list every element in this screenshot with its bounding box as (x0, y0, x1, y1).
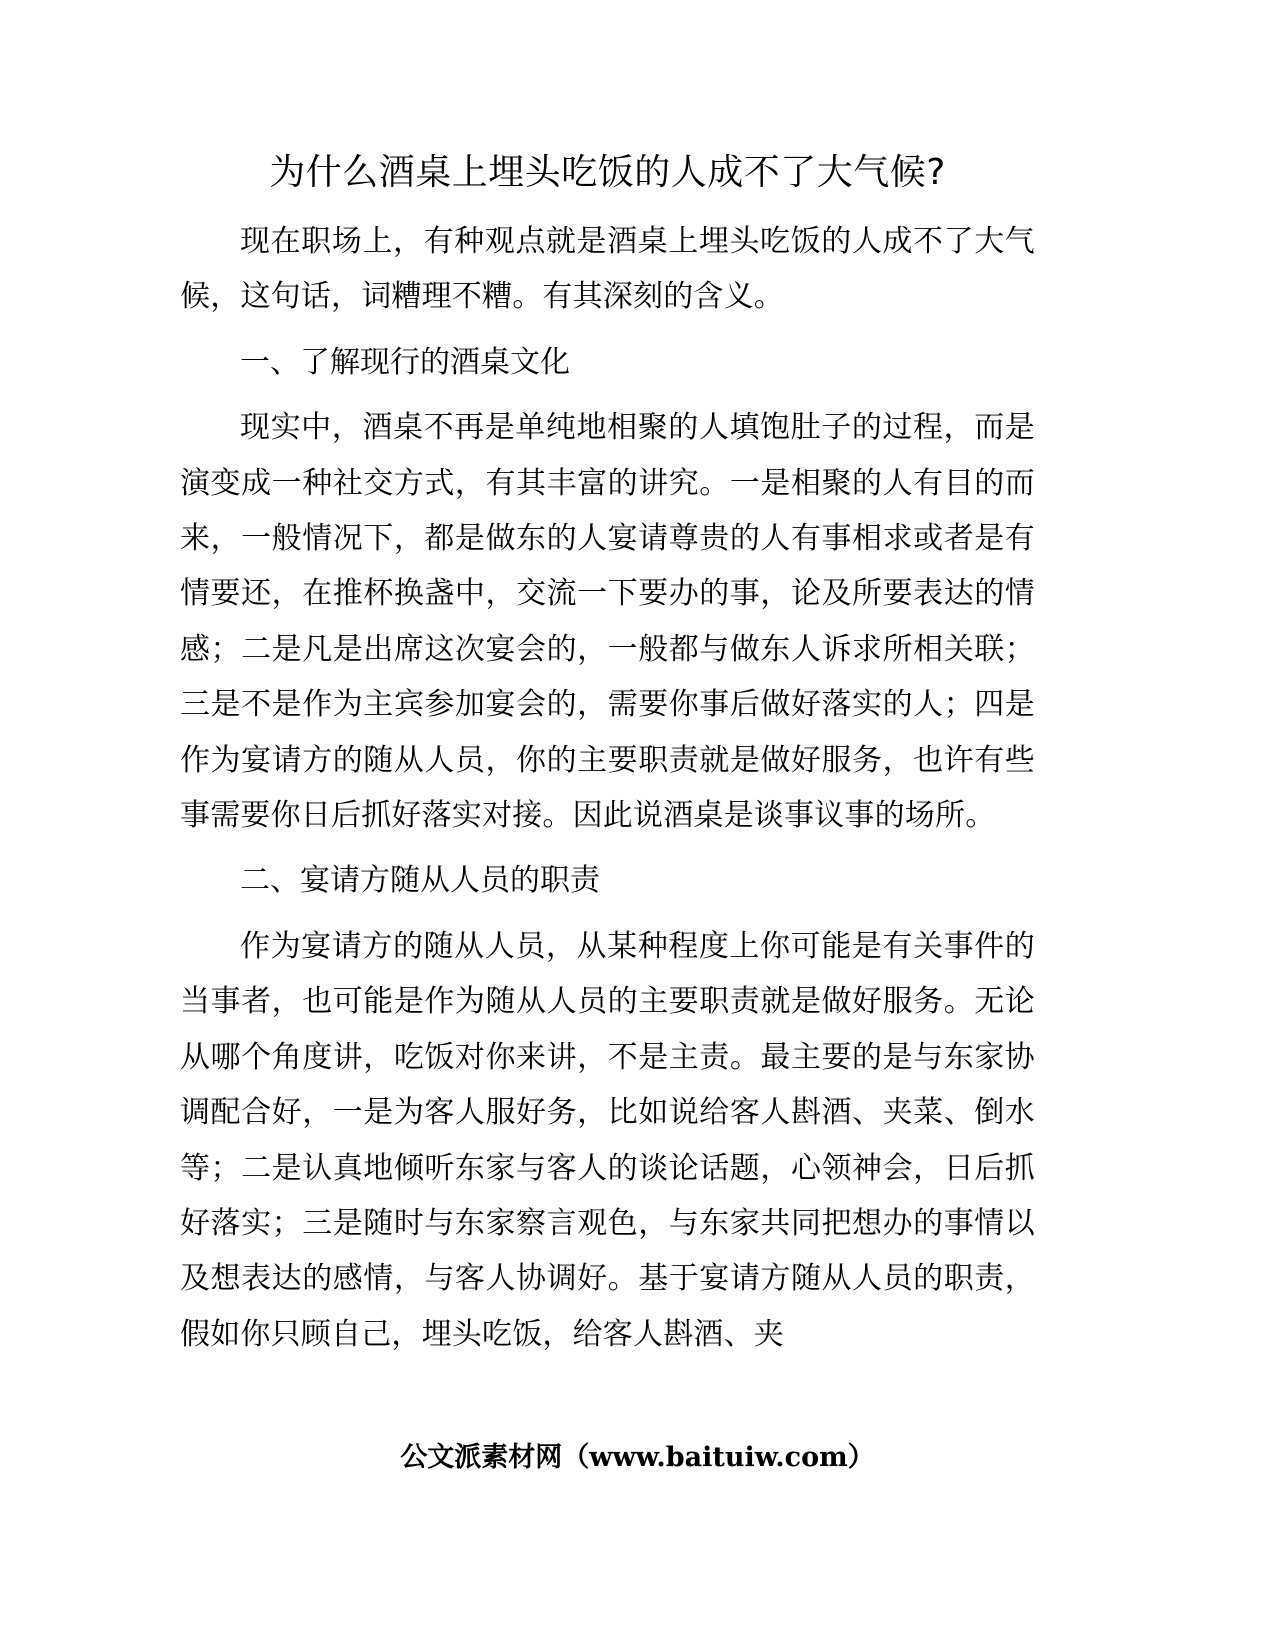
section-heading-2: 二、宴请方随从人员的职责 (240, 863, 600, 899)
document-body (180, 214, 1035, 1372)
intro-paragraph: 现在职场上，有种观点就是酒桌上埋头吃饭的人成不了大气候，这句话，词糟理不糟。有其深刻的含义。 (180, 224, 1035, 315)
section-heading-1: 一、了解现行的酒桌文化 (240, 344, 570, 380)
footer-watermark: 公文派素材网（www.baituiw.com） (400, 1442, 875, 1473)
document-title: 为什么酒桌上埋头吃饭的人成不了大气候? (269, 152, 946, 193)
section-1-paragraph: 现实中，酒桌不再是单纯地相聚的人填饱肚子的过程，而是演变成一种社交方式，有其丰富的讲究。一是相聚的人有目的而来，一般情况下，都是做东的人宴请尊贵的人有事相求或者是有情要还，在推杯换盏中，交流一下要办的事，论及所要表达的情感；二是凡是出席这次宴会的，一般都与做东人诉求所相关联；三是不是作为主宾参加宴会的，需要你事后做好落实的人；四是作为宴请方的随从人员，你的主要职责就是做好服务，也许有些事需要你日后抓好落实对接。因此说酒桌是谈事议事的场所。 (180, 410, 1035, 834)
section-2-paragraph: 作为宴请方的随从人员，从某种程度上你可能是有关事件的当事者，也可能是作为随从人员的主要职责就是做好服务。无论从哪个角度讲，吃饭对你来讲，不是主责。最主要的是与东家协调配合好，一是为客人服好务，比如说给客人斟酒、夹菜、倒水等；二是认真地倾听东家与客人的谈论话题，心领神会，日后抓好落实；三是随时与东家察言观色，与东家共同把想办的事情以及想表达的感情，与客人协调好。基于宴请方随从人员的职责，假如你只顾自己，埋头吃饭，给客人斟酒、夹 (180, 928, 1035, 1352)
